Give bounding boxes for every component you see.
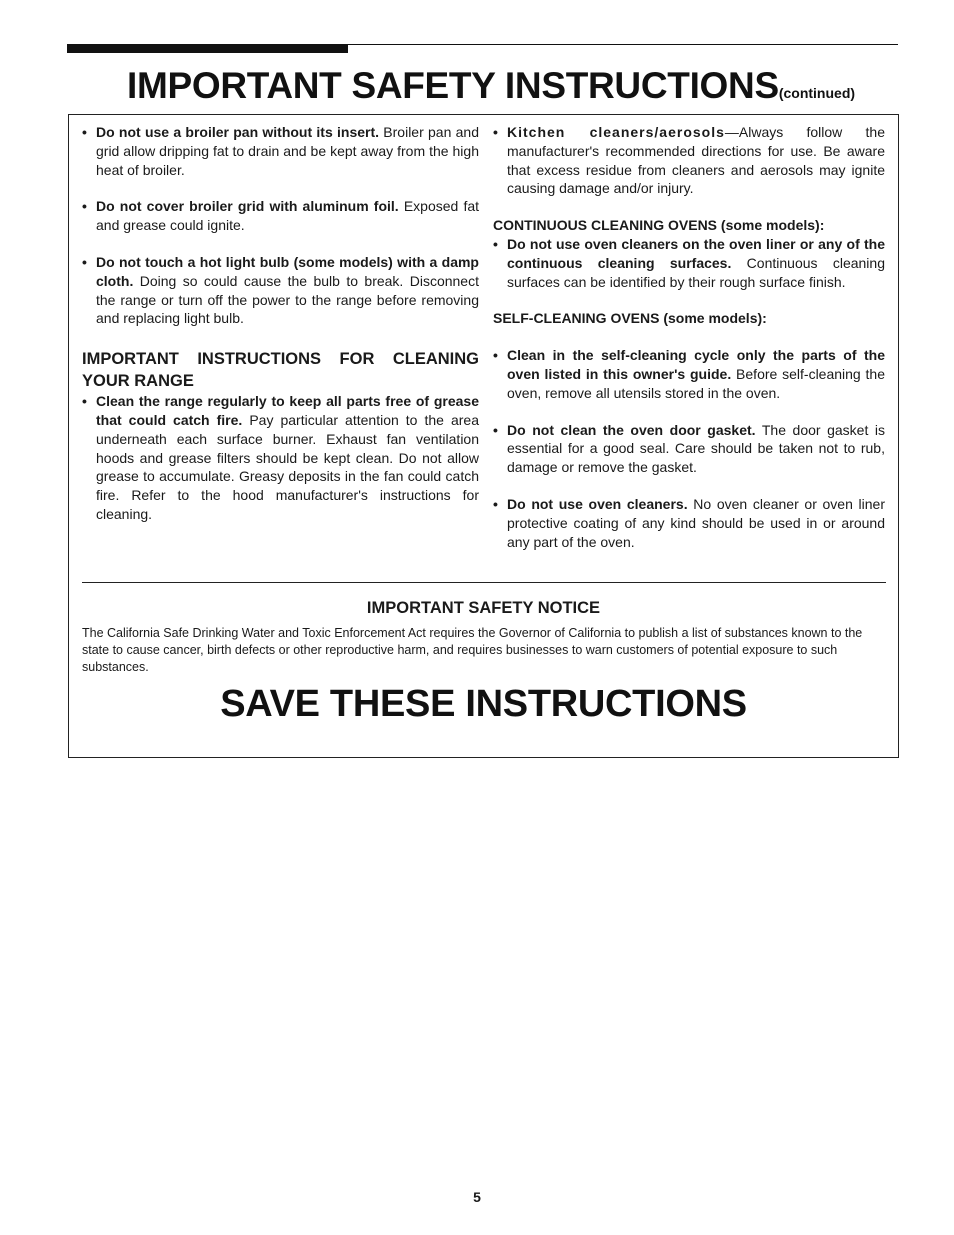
- list-item: [493, 346, 885, 402]
- bullet: •: [493, 124, 498, 140]
- item-text: Broiler pan and grid allow dripping fat to drain and be kept away from the high heat of broiler.: [96, 124, 479, 178]
- bullet: •: [493, 495, 498, 512]
- item-text: No oven cleaner or oven liner protective coating of any kind should be used in or around any part of the oven.: [507, 495, 885, 550]
- continuous-cleaning-heading: CONTINUOUS CLEANING OVENS (some models):: [493, 217, 825, 234]
- item-bold: Do not use a broiler pan without its insert.: [96, 124, 380, 140]
- list-item: [82, 123, 479, 179]
- list-item: [493, 235, 885, 291]
- list-item: [82, 392, 479, 524]
- item-text: Pay particular attention to the area underneath each surface burner. Exhaust fan ventilation hoods and grease filters should be kept clean. Do not allow grease to accumulate. Greasy deposits in the fan could catch fire. Refer to the hood manufacturer's instructions for cleaning.: [96, 411, 479, 522]
- list-item: [82, 197, 479, 235]
- list-item: [493, 123, 885, 198]
- bullet: •: [493, 347, 498, 364]
- item-bold: Do not use oven cleaners.: [507, 495, 688, 512]
- item-bold: Clean in the self-cleaning cycle only the parts of the oven listed in this owner's guide.: [507, 347, 885, 382]
- right-column: [493, 123, 885, 569]
- item-bold: Do not use oven cleaners on the oven liner or any of the continuous cleaning surfaces.: [507, 235, 885, 271]
- bullet: •: [82, 124, 87, 140]
- left-column: [82, 123, 479, 542]
- item-text: Exposed fat and grease could ignite.: [96, 198, 480, 234]
- list-item: [493, 495, 885, 551]
- item-text: —Always follow the manufacturer's recommended directions for use. Be aware that excess residue from cleaners and aerosols may ignite causing damage and/or injury.: [507, 124, 885, 197]
- bullet: •: [493, 421, 498, 438]
- list-item: [493, 421, 885, 477]
- page-number: 5: [473, 1189, 481, 1205]
- bullet: •: [82, 393, 87, 410]
- self-cleaning-heading: SELF-CLEANING OVENS (some models):: [493, 310, 767, 327]
- item-text: The door gasket is essential for a good seal. Care should be taken not to rub, damage or remove the gasket.: [507, 421, 886, 476]
- page-title: [127, 64, 855, 115]
- safety-notice-title: IMPORTANT SAFETY NOTICE: [366, 599, 601, 617]
- item-text: Before self-cleaning the oven, remove all utensils stored in the oven.: [507, 365, 885, 401]
- page-title-continued: (continued): [778, 85, 856, 101]
- page-title-text: IMPORTANT SAFETY INSTRUCTIONS: [127, 65, 779, 106]
- bullet: •: [493, 235, 498, 252]
- item-text: Continuous cleaning surfaces can be identified by their rough surface finish.: [507, 254, 885, 290]
- item-bold: Clean the range regularly to keep all parts free of grease that could catch fire.: [96, 393, 479, 428]
- header-rule-thick: [67, 44, 348, 53]
- cleaning-heading: IMPORTANT INSTRUCTIONS FOR CLEANING YOUR RANGE: [82, 350, 479, 391]
- item-bold: Do not clean the oven door gasket.: [507, 421, 756, 438]
- item-text: Doing so could cause the bulb to break. Disconnect the range or turn off the power to the range before removing and replacing light bulb.: [96, 272, 479, 327]
- save-instructions-heading: SAVE THESE INSTRUCTIONS: [220, 683, 747, 725]
- safety-notice-text: The California Safe Drinking Water and Toxic Enforcement Act requires the Governor of California to publish a list of substances known to the state to cause cancer, birth defects or other reproductive harm, and requires businesses to warn customers of potential exposure to such substances.: [82, 626, 863, 674]
- header-rule-thin: [348, 44, 898, 45]
- instructions-box: [68, 114, 899, 758]
- bullet: •: [82, 253, 87, 270]
- section-divider: [82, 582, 886, 583]
- item-bold: Kitchen cleaners/aerosols: [507, 124, 725, 140]
- item-bold: Do not cover broiler grid with aluminum foil.: [96, 198, 399, 215]
- list-item: [82, 253, 479, 328]
- bullet: •: [82, 198, 87, 215]
- item-bold: Do not touch a hot light bulb (some models) with a damp cloth.: [96, 253, 479, 289]
